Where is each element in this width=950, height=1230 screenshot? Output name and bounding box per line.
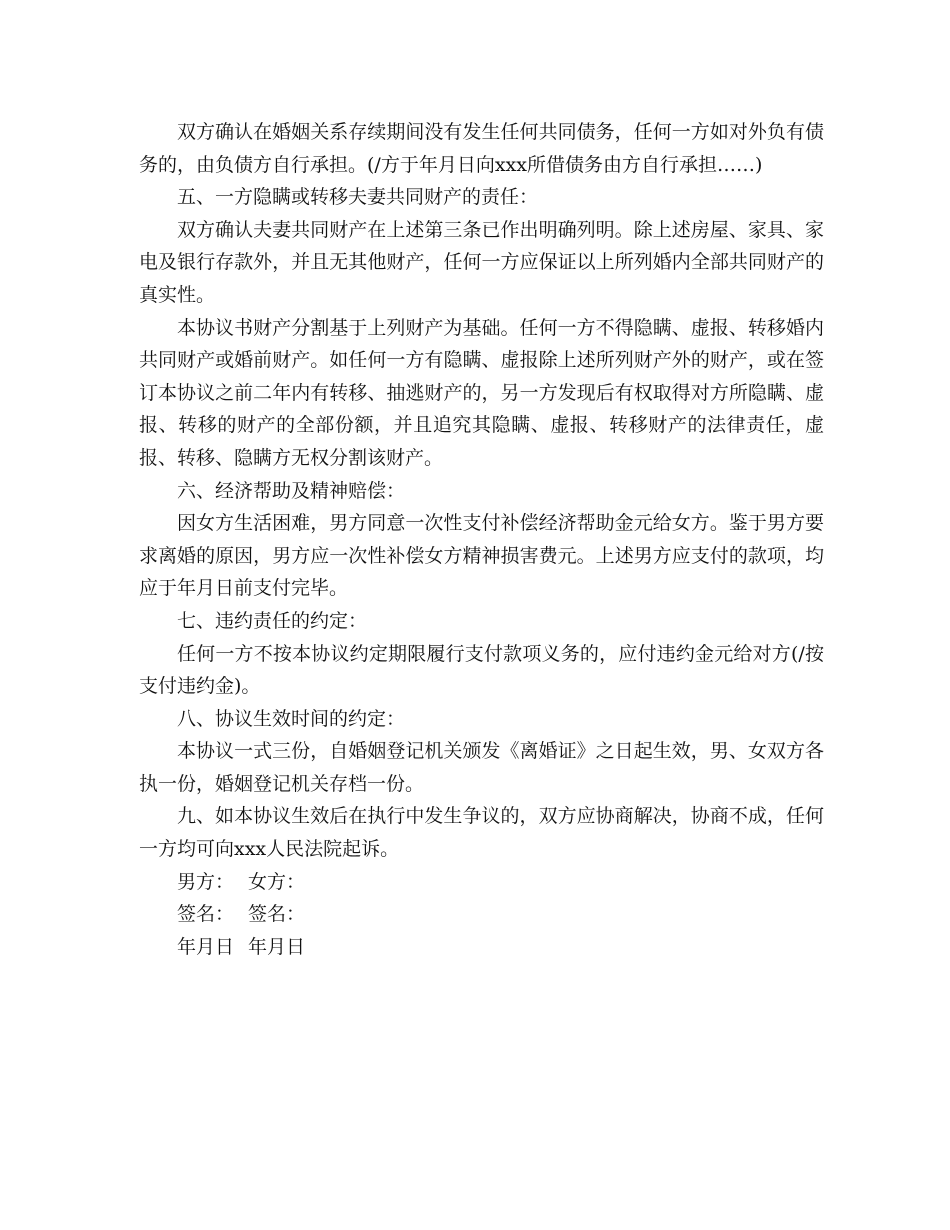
paragraph-economic-help: 因女方生活困难，男方同意一次性支付补偿经济帮助金元给女方。鉴于男方要求离婚的原因，男方应一次性补偿女方精神损害费元。上述男方应支付的款项，均应于年月日前支付完毕。 — [139, 512, 824, 600]
section-heading-5: 五、一方隐瞒或转移夫妻共同财产的责任： — [177, 186, 539, 209]
female-date-label: 年月日 — [248, 935, 306, 958]
document-body — [139, 116, 824, 963]
male-party-label: 男方： — [177, 870, 235, 893]
female-signature-label: 签名： — [248, 903, 306, 926]
section-heading-9: 九、如本协议生效后在执行中发生争议的，双方应协商解决，协商不成，任何一方均可向xxx人民法院起诉。 — [139, 805, 824, 861]
party-label-row — [139, 866, 824, 899]
paragraph-property-division: 本协议书财产分割基于上列财产为基础。任何一方不得隐瞒、虚报、转移婚内共同财产或婚前财产。如任何一方有隐瞒、虚报除上述所列财产外的财产，或在签订本协议之前二年内有转移、抽逃财产的，另一方发现后有权取得对方所隐瞒、虚报、转移的财产的全部份额，并且追究其隐瞒、虚报、转移财产的法律责任，虚报、转移、隐瞒方无权分割该财产。 — [139, 316, 824, 469]
male-date-label: 年月日 — [177, 935, 235, 958]
paragraph-breach-liability: 任何一方不按本协议约定期限履行支付款项义务的，应付违约金元给对方(/按支付违约金)。 — [139, 642, 824, 698]
male-signature-label: 签名： — [177, 903, 235, 926]
section-heading-7: 七、违约责任的约定： — [177, 609, 368, 632]
female-party-label: 女方： — [248, 870, 306, 893]
date-row — [139, 931, 824, 964]
paragraph-effective-time: 本协议一式三份，自婚姻登记机关颁发《离婚证》之日起生效，男、女双方各执一份，婚姻登记机关存档一份。 — [139, 740, 824, 795]
section-heading-8: 八、协议生效时间的约定： — [177, 707, 406, 730]
paragraph-debt-confirmation: 双方确认在婚姻关系存续期间没有发生任何共同债务，任何一方如对外负有债务的，由负债方自行承担。(/方于年月日向xxx所借债务由方自行承担……) — [139, 121, 824, 176]
section-heading-6: 六、经济帮助及精神赔偿： — [177, 479, 406, 502]
paragraph-property-confirmation: 双方确认夫妻共同财产在上述第三条已作出明确列明。除上述房屋、家具、家电及银行存款外，并且无其他财产，任何一方应保证以上所列婚内全部共同财产的真实性。 — [139, 218, 824, 306]
signature-row — [139, 898, 824, 931]
